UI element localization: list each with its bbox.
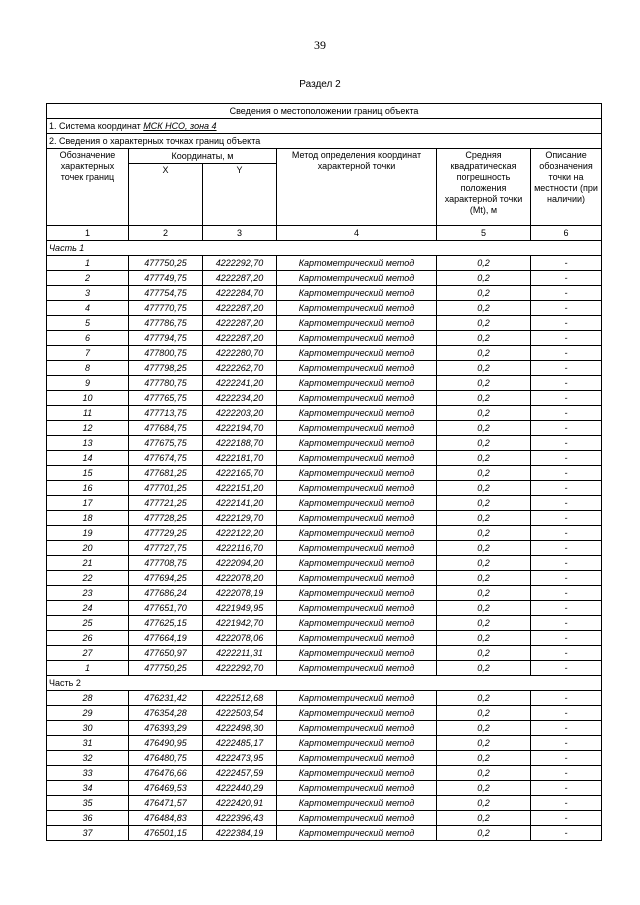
method: Картометрический метод bbox=[277, 646, 437, 661]
error: 0,2 bbox=[437, 586, 531, 601]
table-row bbox=[47, 781, 602, 796]
method: Картометрический метод bbox=[277, 376, 437, 391]
coord-y: 4222078,06 bbox=[203, 631, 277, 646]
description: - bbox=[531, 556, 602, 571]
description: - bbox=[531, 256, 602, 271]
description: - bbox=[531, 721, 602, 736]
col-description-header: Описание обозначения точки на местности (при наличии) bbox=[531, 149, 602, 226]
coord-y: 4222420,91 bbox=[203, 796, 277, 811]
point-designation: 2 bbox=[47, 271, 129, 286]
table-row bbox=[47, 586, 602, 601]
table-row bbox=[47, 481, 602, 496]
error: 0,2 bbox=[437, 331, 531, 346]
column-number: 4 bbox=[277, 226, 437, 241]
coord-x: 477674,75 bbox=[129, 451, 203, 466]
method: Картометрический метод bbox=[277, 316, 437, 331]
table-row bbox=[47, 421, 602, 436]
error: 0,2 bbox=[437, 526, 531, 541]
method: Картометрический метод bbox=[277, 286, 437, 301]
error: 0,2 bbox=[437, 796, 531, 811]
method: Картометрический метод bbox=[277, 781, 437, 796]
coord-x: 476476,66 bbox=[129, 766, 203, 781]
error: 0,2 bbox=[437, 706, 531, 721]
point-designation: 1 bbox=[47, 661, 129, 676]
point-designation: 24 bbox=[47, 601, 129, 616]
column-number: 6 bbox=[531, 226, 602, 241]
error: 0,2 bbox=[437, 466, 531, 481]
description: - bbox=[531, 436, 602, 451]
method: Картометрический метод bbox=[277, 466, 437, 481]
coord-x: 477729,25 bbox=[129, 526, 203, 541]
coord-y: 4222094,20 bbox=[203, 556, 277, 571]
coord-x: 476480,75 bbox=[129, 751, 203, 766]
table-row bbox=[47, 646, 602, 661]
coord-x: 477798,25 bbox=[129, 361, 203, 376]
method: Картометрический метод bbox=[277, 331, 437, 346]
method: Картометрический метод bbox=[277, 271, 437, 286]
coord-y: 4222203,20 bbox=[203, 406, 277, 421]
method: Картометрический метод bbox=[277, 721, 437, 736]
error: 0,2 bbox=[437, 781, 531, 796]
col-designation-header: Обозначение характерных точек границ bbox=[47, 149, 129, 226]
description: - bbox=[531, 451, 602, 466]
error: 0,2 bbox=[437, 421, 531, 436]
table-row bbox=[47, 406, 602, 421]
point-designation: 14 bbox=[47, 451, 129, 466]
col-x-header: X bbox=[129, 164, 203, 226]
coord-x: 477651,70 bbox=[129, 601, 203, 616]
method: Картометрический метод bbox=[277, 421, 437, 436]
coord-x: 477721,25 bbox=[129, 496, 203, 511]
point-designation: 18 bbox=[47, 511, 129, 526]
point-designation: 20 bbox=[47, 541, 129, 556]
method: Картометрический метод bbox=[277, 256, 437, 271]
part-label: Часть 1 bbox=[47, 241, 602, 256]
coord-y: 4222078,20 bbox=[203, 571, 277, 586]
col-method-header: Метод определения координат характерной точки bbox=[277, 149, 437, 226]
error: 0,2 bbox=[437, 361, 531, 376]
points-header: 2. Сведения о характерных точках границ объекта bbox=[47, 134, 602, 149]
point-designation: 21 bbox=[47, 556, 129, 571]
coord-y: 4222457,59 bbox=[203, 766, 277, 781]
coord-x: 477749,75 bbox=[129, 271, 203, 286]
point-designation: 4 bbox=[47, 301, 129, 316]
error: 0,2 bbox=[437, 346, 531, 361]
col-y-header: Y bbox=[203, 164, 277, 226]
table-row bbox=[47, 436, 602, 451]
coord-x: 477694,25 bbox=[129, 571, 203, 586]
table-row bbox=[47, 736, 602, 751]
coord-x: 477780,75 bbox=[129, 376, 203, 391]
coord-x: 476393,29 bbox=[129, 721, 203, 736]
coord-y: 4222384,19 bbox=[203, 826, 277, 841]
coord-x: 477770,75 bbox=[129, 301, 203, 316]
error: 0,2 bbox=[437, 556, 531, 571]
method: Картометрический метод bbox=[277, 301, 437, 316]
description: - bbox=[531, 631, 602, 646]
error: 0,2 bbox=[437, 571, 531, 586]
method: Картометрический метод bbox=[277, 661, 437, 676]
error: 0,2 bbox=[437, 256, 531, 271]
table-row bbox=[47, 826, 602, 841]
point-designation: 27 bbox=[47, 646, 129, 661]
description: - bbox=[531, 526, 602, 541]
method: Картометрический метод bbox=[277, 616, 437, 631]
description: - bbox=[531, 331, 602, 346]
coord-y: 4222498,30 bbox=[203, 721, 277, 736]
table-row bbox=[47, 451, 602, 466]
error: 0,2 bbox=[437, 406, 531, 421]
coord-x: 477686,24 bbox=[129, 586, 203, 601]
method: Картометрический метод bbox=[277, 556, 437, 571]
point-designation: 32 bbox=[47, 751, 129, 766]
coord-x: 476490,95 bbox=[129, 736, 203, 751]
coord-y: 4222503,54 bbox=[203, 706, 277, 721]
coord-y: 4222122,20 bbox=[203, 526, 277, 541]
description: - bbox=[531, 286, 602, 301]
description: - bbox=[531, 361, 602, 376]
description: - bbox=[531, 706, 602, 721]
coord-y: 4222188,70 bbox=[203, 436, 277, 451]
coord-y: 4222287,20 bbox=[203, 301, 277, 316]
table-row bbox=[47, 256, 602, 271]
point-designation: 10 bbox=[47, 391, 129, 406]
column-number: 1 bbox=[47, 226, 129, 241]
table-row bbox=[47, 346, 602, 361]
method: Картометрический метод bbox=[277, 541, 437, 556]
coord-x: 476501,15 bbox=[129, 826, 203, 841]
method: Картометрический метод bbox=[277, 436, 437, 451]
method: Картометрический метод bbox=[277, 751, 437, 766]
coord-x: 477625,15 bbox=[129, 616, 203, 631]
table-row bbox=[47, 361, 602, 376]
error: 0,2 bbox=[437, 691, 531, 706]
coordinate-system-label: 1. Система координат bbox=[49, 121, 141, 131]
coord-x: 477794,75 bbox=[129, 331, 203, 346]
error: 0,2 bbox=[437, 481, 531, 496]
coord-y: 4222396,43 bbox=[203, 811, 277, 826]
method: Картометрический метод bbox=[277, 811, 437, 826]
coord-y: 4221942,70 bbox=[203, 616, 277, 631]
table-row bbox=[47, 511, 602, 526]
table-row bbox=[47, 691, 602, 706]
method: Картометрический метод bbox=[277, 346, 437, 361]
table-row bbox=[47, 796, 602, 811]
table-row bbox=[47, 301, 602, 316]
point-designation: 36 bbox=[47, 811, 129, 826]
table-row bbox=[47, 751, 602, 766]
coord-y: 4222280,70 bbox=[203, 346, 277, 361]
description: - bbox=[531, 796, 602, 811]
error: 0,2 bbox=[437, 391, 531, 406]
coord-x: 477675,75 bbox=[129, 436, 203, 451]
error: 0,2 bbox=[437, 616, 531, 631]
coord-x: 477765,75 bbox=[129, 391, 203, 406]
description: - bbox=[531, 271, 602, 286]
point-designation: 15 bbox=[47, 466, 129, 481]
col-error-header: Средняя квадратическая погрешность положения характерной точки (Mt), м bbox=[437, 149, 531, 226]
error: 0,2 bbox=[437, 511, 531, 526]
point-designation: 16 bbox=[47, 481, 129, 496]
method: Картометрический метод bbox=[277, 736, 437, 751]
table-row bbox=[47, 541, 602, 556]
description: - bbox=[531, 736, 602, 751]
coord-y: 4222234,20 bbox=[203, 391, 277, 406]
description: - bbox=[531, 781, 602, 796]
point-designation: 17 bbox=[47, 496, 129, 511]
table-row bbox=[47, 556, 602, 571]
point-designation: 13 bbox=[47, 436, 129, 451]
coord-y: 4222116,70 bbox=[203, 541, 277, 556]
description: - bbox=[531, 481, 602, 496]
coord-x: 477684,75 bbox=[129, 421, 203, 436]
error: 0,2 bbox=[437, 271, 531, 286]
table-row bbox=[47, 331, 602, 346]
coord-y: 4222287,20 bbox=[203, 271, 277, 286]
coord-y: 4222211,31 bbox=[203, 646, 277, 661]
table-row bbox=[47, 496, 602, 511]
coord-y: 4222241,20 bbox=[203, 376, 277, 391]
point-designation: 23 bbox=[47, 586, 129, 601]
coord-x: 477728,25 bbox=[129, 511, 203, 526]
description: - bbox=[531, 826, 602, 841]
coord-x: 477664,19 bbox=[129, 631, 203, 646]
description: - bbox=[531, 661, 602, 676]
point-designation: 7 bbox=[47, 346, 129, 361]
error: 0,2 bbox=[437, 451, 531, 466]
description: - bbox=[531, 316, 602, 331]
point-designation: 22 bbox=[47, 571, 129, 586]
table-row bbox=[47, 766, 602, 781]
error: 0,2 bbox=[437, 286, 531, 301]
method: Картометрический метод bbox=[277, 511, 437, 526]
description: - bbox=[531, 421, 602, 436]
part-row bbox=[47, 241, 602, 256]
error: 0,2 bbox=[437, 646, 531, 661]
description: - bbox=[531, 646, 602, 661]
col-coords-header: Координаты, м bbox=[129, 149, 277, 164]
point-designation: 33 bbox=[47, 766, 129, 781]
point-designation: 9 bbox=[47, 376, 129, 391]
coord-y: 4221949,95 bbox=[203, 601, 277, 616]
table-row bbox=[47, 721, 602, 736]
error: 0,2 bbox=[437, 736, 531, 751]
coord-y: 4222485,17 bbox=[203, 736, 277, 751]
table-row bbox=[47, 271, 602, 286]
table-row bbox=[47, 601, 602, 616]
coord-x: 477750,25 bbox=[129, 661, 203, 676]
error: 0,2 bbox=[437, 376, 531, 391]
column-number: 2 bbox=[129, 226, 203, 241]
description: - bbox=[531, 586, 602, 601]
coord-x: 477754,75 bbox=[129, 286, 203, 301]
method: Картометрический метод bbox=[277, 826, 437, 841]
coord-x: 477701,25 bbox=[129, 481, 203, 496]
coord-y: 4222194,70 bbox=[203, 421, 277, 436]
coordinate-system-value: МСК НСО, зона 4 bbox=[143, 121, 217, 131]
point-designation: 31 bbox=[47, 736, 129, 751]
method: Картометрический метод bbox=[277, 571, 437, 586]
table-row bbox=[47, 661, 602, 676]
table-row bbox=[47, 526, 602, 541]
table-row bbox=[47, 571, 602, 586]
coord-y: 4222287,20 bbox=[203, 316, 277, 331]
table-title: Сведения о местоположении границ объекта bbox=[47, 104, 602, 119]
table-row bbox=[47, 286, 602, 301]
coord-x: 477713,75 bbox=[129, 406, 203, 421]
method: Картометрический метод bbox=[277, 481, 437, 496]
coord-y: 4222129,70 bbox=[203, 511, 277, 526]
error: 0,2 bbox=[437, 631, 531, 646]
coord-y: 4222473,95 bbox=[203, 751, 277, 766]
description: - bbox=[531, 541, 602, 556]
coord-y: 4222141,20 bbox=[203, 496, 277, 511]
boundary-points-table bbox=[46, 103, 602, 841]
point-designation: 6 bbox=[47, 331, 129, 346]
method: Картометрический метод bbox=[277, 706, 437, 721]
error: 0,2 bbox=[437, 721, 531, 736]
method: Картометрический метод bbox=[277, 391, 437, 406]
error: 0,2 bbox=[437, 661, 531, 676]
coordinate-system-row bbox=[47, 119, 602, 134]
part-label: Часть 2 bbox=[47, 676, 602, 691]
coord-x: 476469,53 bbox=[129, 781, 203, 796]
point-designation: 5 bbox=[47, 316, 129, 331]
coord-x: 477786,75 bbox=[129, 316, 203, 331]
coord-y: 4222078,19 bbox=[203, 586, 277, 601]
description: - bbox=[531, 571, 602, 586]
point-designation: 35 bbox=[47, 796, 129, 811]
description: - bbox=[531, 766, 602, 781]
error: 0,2 bbox=[437, 496, 531, 511]
error: 0,2 bbox=[437, 436, 531, 451]
point-designation: 26 bbox=[47, 631, 129, 646]
point-designation: 8 bbox=[47, 361, 129, 376]
coord-y: 4222440,29 bbox=[203, 781, 277, 796]
table-row bbox=[47, 811, 602, 826]
error: 0,2 bbox=[437, 826, 531, 841]
description: - bbox=[531, 301, 602, 316]
column-numbers-row bbox=[47, 226, 602, 241]
method: Картометрический метод bbox=[277, 796, 437, 811]
error: 0,2 bbox=[437, 601, 531, 616]
method: Картометрический метод bbox=[277, 601, 437, 616]
point-designation: 29 bbox=[47, 706, 129, 721]
method: Картометрический метод bbox=[277, 361, 437, 376]
coord-y: 4222181,70 bbox=[203, 451, 277, 466]
coord-x: 477800,75 bbox=[129, 346, 203, 361]
point-designation: 1 bbox=[47, 256, 129, 271]
coord-x: 477650,97 bbox=[129, 646, 203, 661]
point-designation: 19 bbox=[47, 526, 129, 541]
description: - bbox=[531, 511, 602, 526]
coord-y: 4222287,20 bbox=[203, 331, 277, 346]
table-row bbox=[47, 376, 602, 391]
part-row bbox=[47, 676, 602, 691]
error: 0,2 bbox=[437, 301, 531, 316]
description: - bbox=[531, 811, 602, 826]
coord-y: 4222292,70 bbox=[203, 256, 277, 271]
coord-x: 476231,42 bbox=[129, 691, 203, 706]
coord-y: 4222165,70 bbox=[203, 466, 277, 481]
method: Картометрический метод bbox=[277, 496, 437, 511]
table-row bbox=[47, 466, 602, 481]
coord-x: 477708,75 bbox=[129, 556, 203, 571]
description: - bbox=[531, 691, 602, 706]
coord-x: 476484,83 bbox=[129, 811, 203, 826]
description: - bbox=[531, 616, 602, 631]
table-row bbox=[47, 706, 602, 721]
point-designation: 12 bbox=[47, 421, 129, 436]
error: 0,2 bbox=[437, 811, 531, 826]
description: - bbox=[531, 391, 602, 406]
coord-x: 477681,25 bbox=[129, 466, 203, 481]
method: Картометрический метод bbox=[277, 691, 437, 706]
section-title: Раздел 2 bbox=[299, 79, 341, 90]
description: - bbox=[531, 376, 602, 391]
method: Картометрический метод bbox=[277, 526, 437, 541]
description: - bbox=[531, 466, 602, 481]
point-designation: 11 bbox=[47, 406, 129, 421]
coord-x: 477727,75 bbox=[129, 541, 203, 556]
point-designation: 34 bbox=[47, 781, 129, 796]
coord-y: 4222292,70 bbox=[203, 661, 277, 676]
method: Картометрический метод bbox=[277, 631, 437, 646]
table-row bbox=[47, 316, 602, 331]
description: - bbox=[531, 346, 602, 361]
point-designation: 25 bbox=[47, 616, 129, 631]
point-designation: 28 bbox=[47, 691, 129, 706]
table-row bbox=[47, 631, 602, 646]
method: Картометрический метод bbox=[277, 586, 437, 601]
page-number: 39 bbox=[314, 38, 326, 52]
point-designation: 30 bbox=[47, 721, 129, 736]
column-number: 3 bbox=[203, 226, 277, 241]
error: 0,2 bbox=[437, 316, 531, 331]
error: 0,2 bbox=[437, 541, 531, 556]
method: Картометрический метод bbox=[277, 766, 437, 781]
coord-x: 476471,57 bbox=[129, 796, 203, 811]
coord-y: 4222512,68 bbox=[203, 691, 277, 706]
description: - bbox=[531, 406, 602, 421]
column-number: 5 bbox=[437, 226, 531, 241]
table-row bbox=[47, 616, 602, 631]
coord-y: 4222284,70 bbox=[203, 286, 277, 301]
coord-x: 476354,28 bbox=[129, 706, 203, 721]
point-designation: 3 bbox=[47, 286, 129, 301]
method: Картометрический метод bbox=[277, 406, 437, 421]
point-designation: 37 bbox=[47, 826, 129, 841]
description: - bbox=[531, 751, 602, 766]
coord-x: 477750,25 bbox=[129, 256, 203, 271]
table-row bbox=[47, 391, 602, 406]
method: Картометрический метод bbox=[277, 451, 437, 466]
error: 0,2 bbox=[437, 766, 531, 781]
error: 0,2 bbox=[437, 751, 531, 766]
description: - bbox=[531, 601, 602, 616]
description: - bbox=[531, 496, 602, 511]
coord-y: 4222262,70 bbox=[203, 361, 277, 376]
coord-y: 4222151,20 bbox=[203, 481, 277, 496]
